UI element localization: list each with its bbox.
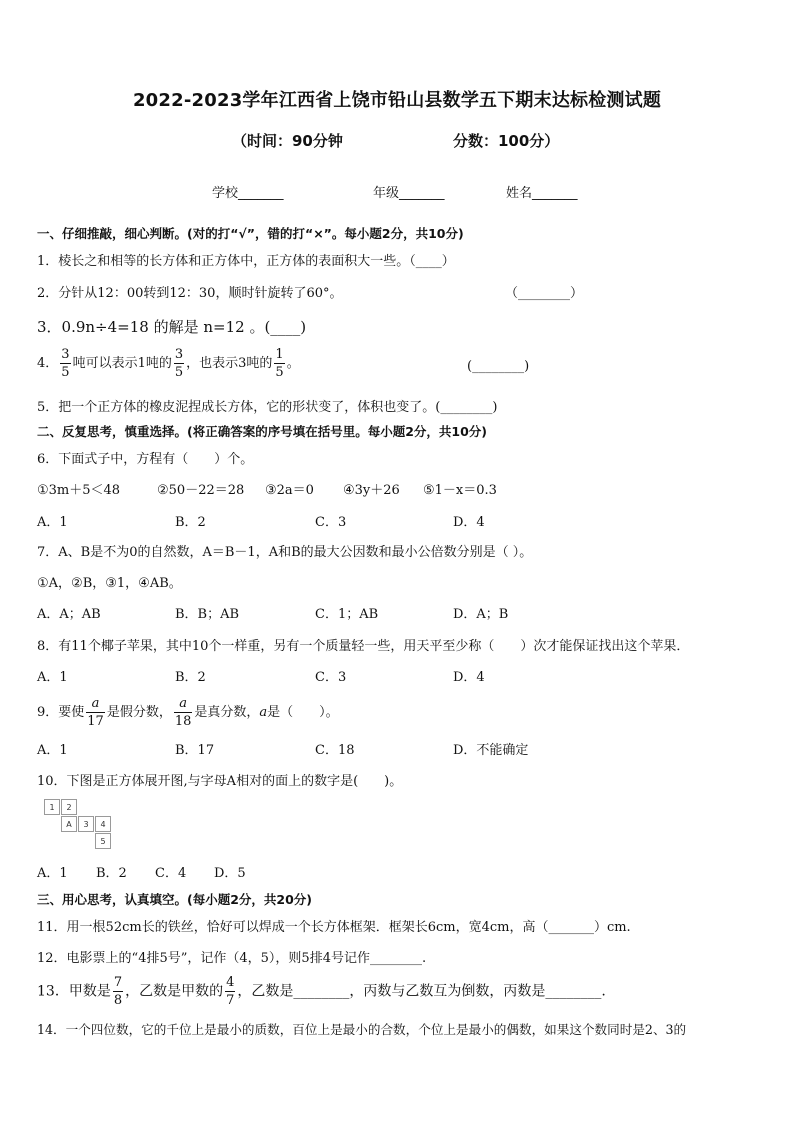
q4-text-1: 吨可以表示1吨的 xyxy=(72,356,172,371)
q6-option-d: D．4 xyxy=(453,515,485,530)
q7-option-d: D．A；B xyxy=(453,607,509,622)
exam-time: （时间：90分钟 xyxy=(232,132,343,150)
net-cell-1: 1 xyxy=(44,799,60,815)
q13-f2-num: 4 xyxy=(226,975,235,990)
question-2: 2．分针从12：00转到12：30，顺时针旋转了60°。 xyxy=(37,286,343,301)
question-12: 12．电影票上的“4排5号”，记作（4，5），则5排4号记作________. xyxy=(37,951,427,966)
q4-f1-num: 3 xyxy=(61,347,70,362)
q6-item-2: ②50－22＝28 xyxy=(157,483,245,498)
q9-fraction-1 xyxy=(86,697,105,728)
q4-text-2: ，也表示3吨的 xyxy=(186,356,273,371)
q9-option-d: D．不能确定 xyxy=(453,743,529,758)
q9-fraction-2 xyxy=(174,697,193,728)
q6-item-4: ④3y＋26 xyxy=(343,483,400,498)
q13-text-1: ，乙数是甲数的 xyxy=(125,983,224,1000)
q4-f2-num: 3 xyxy=(174,347,184,362)
q8-option-b: B．2 xyxy=(175,670,206,685)
page-title: 2022-2023学年江西省上饶市铅山县数学五下期末达标检测试题 xyxy=(132,90,662,111)
section1-heading: 一、仔细推敲，细心判断。(对的打“√”，错的打“×”。每小题2分，共10分) xyxy=(37,226,464,241)
q6-item-1: ①3m＋5＜48 xyxy=(37,483,121,498)
q4-fraction-1 xyxy=(60,348,70,379)
q10-option-a: A．1 xyxy=(37,866,68,881)
school-field: 学校_______ xyxy=(212,186,284,201)
q6-option-a: A．1 xyxy=(37,515,68,530)
question-4-blank: (________) xyxy=(467,359,530,374)
q9-f1-den: 17 xyxy=(87,714,104,729)
q10-option-b: B．2 xyxy=(96,866,127,881)
question-14: 14．一个四位数，它的千位上是最小的质数，百位上是最小的合数，个位上是最小的偶数，如果这个数同时是2、3的 xyxy=(37,1022,687,1037)
q9-f1-num: a xyxy=(86,697,105,713)
q7-option-a: A．A；AB xyxy=(37,607,101,622)
q10-option-d: D．5 xyxy=(214,866,246,881)
q10-option-c: C．4 xyxy=(155,866,187,881)
cube-net-figure xyxy=(44,799,116,851)
q6-option-b: B．2 xyxy=(175,515,206,530)
net-cell-2: 2 xyxy=(61,799,77,815)
q4-f2-den: 5 xyxy=(174,365,184,380)
section3-heading: 三、用心思考，认真填空。(每小题2分，共20分) xyxy=(37,892,313,907)
question-2-blank: （________） xyxy=(505,286,584,301)
question-11: 11．用一根52cm长的铁丝，恰好可以焊成一个长方体框架．框架长6cm，宽4cm，高（_______）cm. xyxy=(37,920,631,935)
q9-variable: a xyxy=(259,705,268,720)
q8-option-d: D．4 xyxy=(453,670,485,685)
name-field: 姓名_______ xyxy=(506,186,578,201)
question-1: 1．棱长之和相等的长方体和正方体中，正方体的表面积大一些。（____） xyxy=(37,254,455,269)
net-cell-5: 5 xyxy=(95,833,111,849)
q9-option-a: A．1 xyxy=(37,743,68,758)
q4-f3-den: 5 xyxy=(275,365,284,380)
q9-f2-den: 18 xyxy=(174,714,192,729)
exam-score: 分数：100分） xyxy=(453,132,560,150)
q4-fraction-3 xyxy=(274,348,284,379)
question-3: 3．0.9n÷4=18 的解是 n=12 。(____) xyxy=(37,318,307,336)
q7-option-b: B．B；AB xyxy=(175,607,240,622)
q9-text-2: 是真分数， xyxy=(194,705,260,720)
net-cell-4: 4 xyxy=(95,816,111,832)
q13-prefix: 13．甲数是 xyxy=(37,983,111,1000)
question-10: 10．下图是正方体展开图,与字母A相对的面上的数字是( )。 xyxy=(37,774,403,789)
question-7: 7．A、B是不为0的自然数，A＝B－1，A和B的最大公因数和最小公倍数分别是（ ）。 xyxy=(37,545,533,560)
q6-option-c: C．3 xyxy=(315,515,347,530)
q6-item-3: ③2a＝0 xyxy=(265,483,314,498)
q9-f2-num: a xyxy=(174,697,193,713)
q13-f1-den: 8 xyxy=(113,993,123,1008)
q9-text-3: 是（ ）。 xyxy=(267,705,339,720)
section2-heading: 二、反复思考，慎重选择。(将正确答案的序号填在括号里。每小题2分，共10分) xyxy=(37,424,488,439)
q13-text-2: ，乙数是________，丙数与乙数互为倒数，丙数是________. xyxy=(237,983,606,1000)
q9-option-b: B．17 xyxy=(175,743,215,758)
q9-text-1: 是假分数， xyxy=(106,705,172,720)
q9-prefix: 9．要使 xyxy=(37,705,85,720)
q9-option-c: C．18 xyxy=(315,743,355,758)
net-cell-3: 3 xyxy=(78,816,94,832)
question-5: 5．把一个正方体的橡皮泥捏成长方体，它的形状变了，体积也变了。(________) xyxy=(37,400,498,415)
q13-f2-den: 7 xyxy=(226,993,235,1008)
question-8: 8．有11个椰子苹果，其中10个一样重，另有一个质量轻一些，用天平至少称（ ）次才能保证找出这个苹果． xyxy=(37,639,690,654)
q4-fraction-2 xyxy=(174,348,184,379)
q8-option-c: C．3 xyxy=(315,670,347,685)
q6-item-5: ⑤1－x＝0.3 xyxy=(423,483,497,498)
q13-fraction-1 xyxy=(113,976,123,1007)
grade-field: 年级_______ xyxy=(373,186,445,201)
q8-option-a: A．1 xyxy=(37,670,68,685)
question-6: 6．下面式子中，方程有（ ）个。 xyxy=(37,452,254,467)
q13-f1-num: 7 xyxy=(113,975,123,990)
q7-option-c: C．1；AB xyxy=(315,607,379,622)
question-4 xyxy=(37,348,300,379)
q13-fraction-2 xyxy=(225,976,235,1007)
question-9 xyxy=(37,697,339,728)
q4-f3-num: 1 xyxy=(275,347,284,362)
q4-text-3: 。 xyxy=(286,356,300,371)
q4-prefix: 4． xyxy=(37,356,59,371)
q7-items: ①A，②B，③1，④AB。 xyxy=(37,576,182,591)
question-13 xyxy=(37,976,606,1007)
q4-f1-den: 5 xyxy=(61,365,70,380)
net-cell-a: A xyxy=(61,816,77,832)
